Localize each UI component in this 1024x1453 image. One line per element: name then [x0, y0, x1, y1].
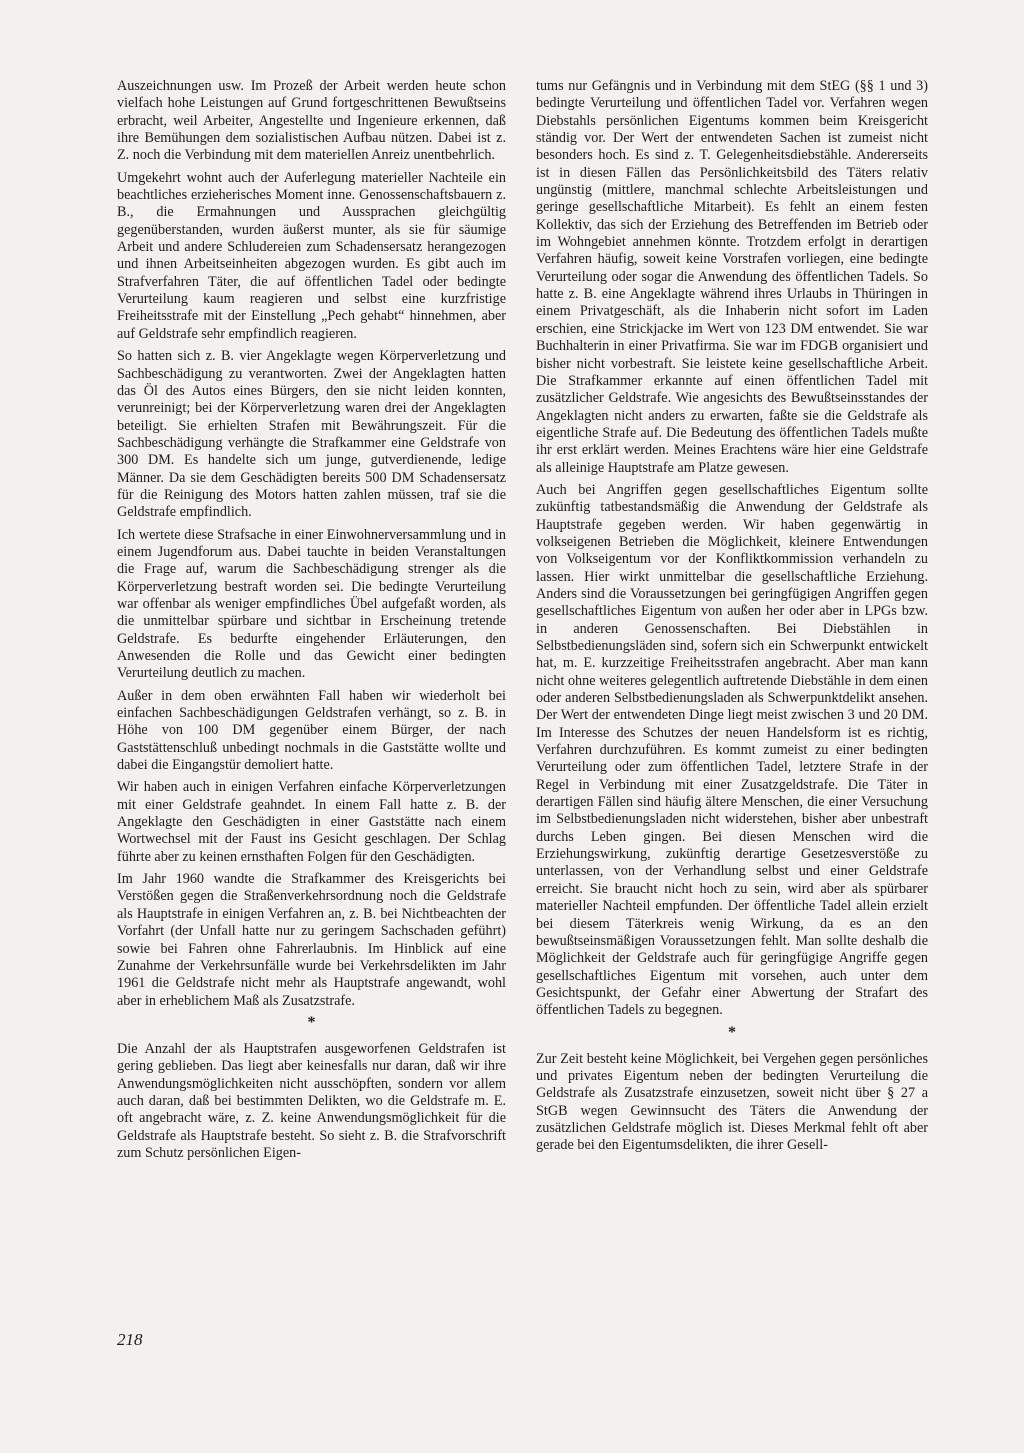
page-number: 218 [117, 1330, 143, 1349]
paragraph: Wir haben auch in einigen Verfahren einfache Körperverletzungen mit einer Geldstrafe geahndet. In einem Fall hatte z. B. der Angeklagte den Geschädigten in einer Gaststätte nach einem Wortwechsel mit der Faust ins Gesicht geschlagen. Der Schlag führte aber zu keinen ernsthaften Folgen für den Geschädigten. [117, 779, 506, 865]
paragraph: Auch bei Angriffen gegen gesellschaftliches Eigentum sollte zukünftig tatbestandsmäßig die Anwendung der Geldstrafe als Hauptstrafe gegeben werden. Wir haben gegenwärtig in volkseigenen Betrieben die Möglichkeit, kleinere Entwendungen von Volkseigentum vor der Konfliktkommission verhandeln zu lassen. Hier wirkt unmittelbar die gesellschaftliche Erziehung. Anders sind die Voraussetzungen bei geringfügigen Angriffen gegen gesellschaftliches Eigentum von außen her oder aber in LPGs bzw. in anderen Genossenschaften. Bei Diebstählen in Selbstbedienungsläden sind, sofern sich ein Schwerpunkt entwickelt hat, m. E. kurzzeitige Freiheitsstrafen angebracht. Aber man kann nicht ohne weiteres gelegentlich auftretende Diebstähle in dem einen oder anderen Selbstbedienungsladen als Schwerpunktdelikt ansehen. Der Wert der entwendeten Dinge liegt meist zwischen 3 und 20 DM. Im Interesse des Schutzes der neuen Handelsform ist es richtig, Verfahren durchzuführen. Es kommt zumeist zu einer bedingten Verurteilung oder zum öffentlichen Tadel, letztere Strafe in der Regel in Verbindung mit einer Zusatzgeldstrafe. Die Täter in derartigen Fällen sind häufig ältere Menschen, die einer Versuchung im Selbstbedienungsladen nicht widerstehen, bisher aber unbestraft durchs Leben gingen. Bei diesen Menschen wird die Erziehungswirkung, zukünftig derartige Gesetzesverstöße zu unterlassen, von der Verhandlung selbst und einer Geldstrafe erreicht. Sie braucht nicht hoch zu sein, wird aber als spürbarer materieller Nachteil empfunden. Der öffentliche Tadel allein erzielt bei diesem Täterkreis wenig Wirkung, da es an den bewußtseinsmäßigen Voraussetzungen fehlt. Man sollte deshalb die Möglichkeit der Geldstrafe auch für geringfügige Angriffe gegen gesellschaftliches Eigentum mit vorsehen, auch unter dem Gesichtspunkt, der Gefahr einer Abwertung der Strafart des öffentlichen Tadels zu begegnen. [536, 481, 928, 1019]
paragraph: Die Anzahl der als Hauptstrafen ausgeworfenen Geldstrafen ist gering geblieben. Das liegt aber keinesfalls nur daran, daß wir ihre Anwendungsmöglichkeiten nicht ausschöpften, sondern vor allem auch daran, daß bei bestimmten Delikten, wo die Geldstrafe m. E. oft angebracht wäre, z. Z. keine Anwendungsmöglichkeit für die Geldstrafe als Hauptstrafe besteht. So sieht z. B. die Strafvorschrift zum Schutz persönlichen Eigen- [117, 1040, 506, 1161]
section-separator: * [307, 1013, 316, 1031]
paragraph: Umgekehrt wohnt auch der Auferlegung materieller Nachteile ein beachtliches erzieherisches Moment inne. Genossenschaftsbauern z. B., die Ermahnungen und Aussprachen gleichgültig gegenüberstanden, wurden äußerst munter, als sie für säumige Arbeit und andere Schludereien zum Schadensersatz herangezogen und ihnen Arbeitseinheiten abgezogen wurden. Es gibt auch im Strafverfahren Täter, die auf öffentlichen Tadel oder bedingte Verurteilung kaum reagieren und selbst eine kurzfristige Freiheitsstrafe mit der Einstellung „Pech gehabt“ hinnehmen, aber auf Geldstrafe sehr empfindlich reagieren. [117, 169, 506, 342]
paragraph: Außer in dem oben erwähnten Fall haben wir wiederholt bei einfachen Sachbeschädigungen Geldstrafen verhängt, so z. B. in Höhe von 100 DM gegenüber einem Bürger, der nach Gaststättenschluß unbedingt nochmals in die Gaststätte wollte und dabei die Eingangstür demoliert hatte. [117, 687, 506, 774]
paragraph: Zur Zeit besteht keine Möglichkeit, bei Vergehen gegen persönliches und privates Eigentum neben der bedingten Verurteilung die Geldstrafe als Zusatzstrafe einzusetzen, soweit nicht über § 27 a StGB wegen Gewinnsucht des Täters die Anwendung der zusätzlichen Geldstrafe möglich ist. Dieses Merkmal fehlt oft aber gerade bei den Eigentumsdelikten, die ihrer Gesell- [536, 1050, 928, 1154]
paragraph: Im Jahr 1960 wandte die Strafkammer des Kreisgerichts bei Verstößen gegen die Straßenverkehrsordnung noch die Geldstrafe als Hauptstrafe in einigen Verfahren an, z. B. bei Nichtbeachten der Vorfahrt (der Unfall hatte nur zu geringem Sachschaden geführt) sowie bei Fahren ohne Fahrerlaubnis. Im Hinblick auf eine Zunahme der Verkehrsunfälle wurde bei Verkehrsdelikten im Jahr 1961 die Geldstrafe nicht mehr als Hauptstrafe angewandt, wohl aber in erheblichem Maß als Zusatzstrafe. [117, 871, 506, 1009]
section-separator: * [728, 1023, 736, 1041]
paragraph: Ich wertete diese Strafsache in einer Einwohnerversammlung und in einem Jugendforum aus. Dabei tauchte in beiden Veranstaltungen die Frage auf, warum die Sachbeschädigung strenger als die Körperverletzung bestraft worden sei. Die bedingte Verurteilung war offenbar als weniger empfindliches Übel aufgefaßt worden, als die unmittelbar spürbare und sichtbar in Erscheinung tretende Geldstrafe. Es bedurfte eingehender Erläuterungen, den Anwesenden die Rolle und das Gewicht einer bedingten Verurteilung deutlich zu machen. [117, 526, 506, 682]
left-column [117, 78, 506, 1167]
right-column [536, 78, 928, 1160]
paragraph: tums nur Gefängnis und in Verbindung mit dem StEG (§§ 1 und 3) bedingte Verurteilung und öffentlichen Tadel vor. Verfahren wegen Diebstahls persönlichen Eigentums kommen beim Kreisgericht ständig vor. Der Wert der entwendeten Sachen ist zumeist nicht besonders hoch. Es sind z. T. Gelegenheitsdiebstähle. Andererseits ist in diesen Fällen das Persönlichkeitsbild des Täters relativ ungünstig (mittlere, manchmal schlechte Arbeitsleistungen und geringe gesellschaftliche Mitarbeit). Es fehlt an einem festen Kollektiv, das sich der Erziehung des Betreffenden im Betrieb oder im Wohngebiet annehmen könnte. Trotzdem erfolgt in derartigen Verfahren häufig, soweit keine Vorstrafen vorliegen, eine bedingte Verurteilung oder sogar die Anwendung des öffentlichen Tadels. So hatte z. B. eine Angeklagte während ihres Urlaubs in Thüringen in einem Privatgeschäft, als die Inhaberin nicht sofort im Laden erschien, eine Strickjacke im Wert von 123 DM entwendet. Sie war Buchhalterin in einer Privatfirma. Sie war im FDGB organisiert und bisher nicht vorbestraft. Sie leistete keine gesellschaftliche Arbeit. Die Strafkammer erkannte auf einen öffentlichen Tadel mit zusätzlicher Geldstrafe. Wie angesichts des Bewußtseinsstandes der Angeklagten nicht anders zu erwarten, faßte sie die Geldstrafe als eigentliche Strafe auf. Die Bedeutung des öffentlichen Tadels mußte ihr erst erklärt werden. Meines Erachtens wäre hier eine Geldstrafe als alleinige Hauptstrafe am Platze gewesen. [536, 78, 928, 476]
paragraph: So hatten sich z. B. vier Angeklagte wegen Körperverletzung und Sachbeschädigung zu verantworten. Zwei der Angeklagten hatten das Öl des Autos eines Bürgers, den sie nicht leiden konnten, verunreinigt; bei der Körperverletzung waren drei der Angeklagten beteiligt. Sie erhielten Strafen mit Bewährungszeit. Für die Sachbeschädigung verhängte die Strafkammer eine Geldstrafe von 300 DM. Es handelte sich um junge, gutverdienende, ledige Männer. Da sie dem Geschädigten bereits 500 DM Schadensersatz für die Reinigung des Motors hatten zahlen müssen, traf sie die Geldstrafe empfindlich. [117, 348, 506, 521]
paragraph: Auszeichnungen usw. Im Prozeß der Arbeit werden heute schon vielfach hohe Leistungen auf Grund fortgeschrittenen Bewußtseins erbracht, weil Arbeiter, Angestellte und Ingenieure erkennen, daß ihre Bemühungen dem sozialistischen Aufbau nützen. Dabei ist z. Z. noch die Verbindung mit dem materiellen Anreiz unentbehrlich. [117, 78, 506, 164]
